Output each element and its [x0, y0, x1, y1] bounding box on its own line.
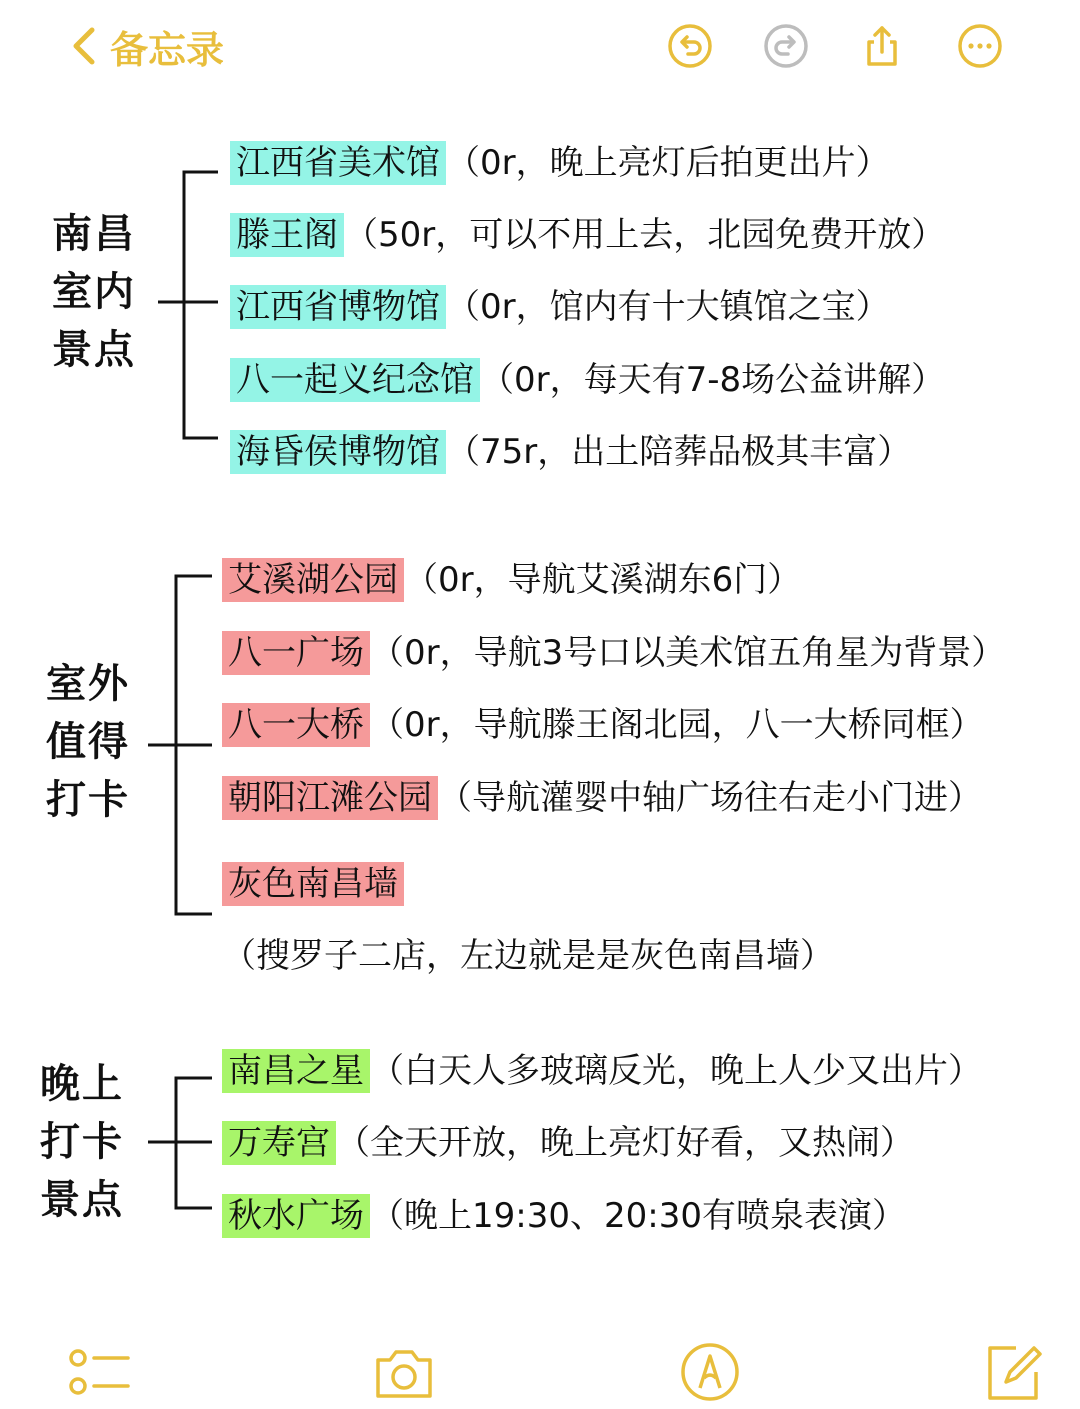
section-title: 南昌 室内 景点	[52, 211, 136, 373]
bracket-line	[142, 566, 222, 924]
spot-name: 南昌之星	[222, 1049, 370, 1093]
spot-desc: （0r，导航3号口以美术馆五角星为背景）	[370, 633, 1006, 673]
section-title: 晚上 打卡 景点	[40, 1061, 124, 1223]
back-label: 备忘录	[110, 27, 225, 72]
bracket-line	[150, 160, 230, 450]
list-item[interactable]	[230, 357, 945, 403]
list-item[interactable]	[222, 1048, 982, 1094]
spot-desc: （搜罗子二店，左边就是是灰色南昌墙）	[222, 936, 834, 976]
spot-desc: （75r，出土陪葬品极其丰富）	[446, 432, 912, 472]
more-icon[interactable]	[956, 22, 1004, 70]
bottom-toolbar	[0, 1340, 1080, 1409]
spot-desc: （全天开放，晚上亮灯好看，又热闹）	[336, 1123, 914, 1163]
spot-name: 朝阳江滩公园	[222, 776, 438, 820]
camera-icon[interactable]	[372, 1340, 436, 1404]
spot-desc: （0r，导航艾溪湖东6门）	[404, 560, 802, 600]
redo-icon[interactable]	[762, 22, 810, 70]
spot-desc: （晚上19:30、20:30有喷泉表演）	[370, 1196, 906, 1236]
spot-desc: （白天人多玻璃反光，晚上人少又出片）	[370, 1051, 982, 1091]
spot-desc: （0r，晚上亮灯后拍更出片）	[446, 143, 890, 183]
spot-name: 八一大桥	[222, 703, 370, 747]
back-button[interactable]	[70, 20, 224, 72]
spot-desc: （0r，每天有7-8场公益讲解）	[480, 360, 946, 400]
section-title: 室外 值得 打卡	[46, 661, 130, 823]
list-item[interactable]	[222, 1120, 914, 1166]
spot-name: 江西省博物馆	[230, 285, 446, 329]
markup-pen-icon[interactable]	[678, 1340, 742, 1404]
chevron-left-icon	[70, 26, 96, 66]
compose-icon[interactable]	[982, 1340, 1046, 1404]
spot-name: 江西省美术馆	[230, 141, 446, 185]
list-item[interactable]	[230, 429, 911, 475]
spot-name: 万寿宫	[222, 1121, 336, 1165]
spot-name: 八一起义纪念馆	[230, 358, 480, 402]
spot-desc: （导航灌婴中轴广场往右走小门进）	[438, 778, 982, 818]
spot-desc: （50r，可以不用上去，北园免费开放）	[344, 215, 946, 255]
spot-name: 艾溪湖公园	[222, 558, 404, 602]
list-item[interactable]	[230, 284, 890, 330]
list-item[interactable]	[222, 702, 984, 748]
spot-name: 滕王阁	[230, 213, 344, 257]
list-item[interactable]	[230, 140, 890, 186]
bracket-line	[142, 1070, 222, 1216]
spot-desc: （0r，导航滕王阁北园，八一大桥同框）	[370, 705, 984, 745]
spot-name: 海昏侯博物馆	[230, 430, 446, 474]
list-item[interactable]	[222, 775, 982, 821]
spot-name: 灰色南昌墙	[222, 862, 404, 906]
list-item[interactable]	[222, 848, 1012, 992]
list-item[interactable]	[230, 212, 945, 258]
list-item[interactable]	[222, 557, 801, 603]
spot-name: 秋水广场	[222, 1194, 370, 1238]
undo-icon[interactable]	[666, 22, 714, 70]
checklist-icon[interactable]	[66, 1340, 130, 1404]
list-item[interactable]	[222, 630, 1005, 676]
spot-desc: （0r，馆内有十大镇馆之宝）	[446, 287, 890, 327]
spot-name: 八一广场	[222, 631, 370, 675]
share-icon[interactable]	[858, 22, 906, 70]
top-toolbar	[0, 0, 1080, 100]
list-item[interactable]	[222, 1193, 906, 1239]
